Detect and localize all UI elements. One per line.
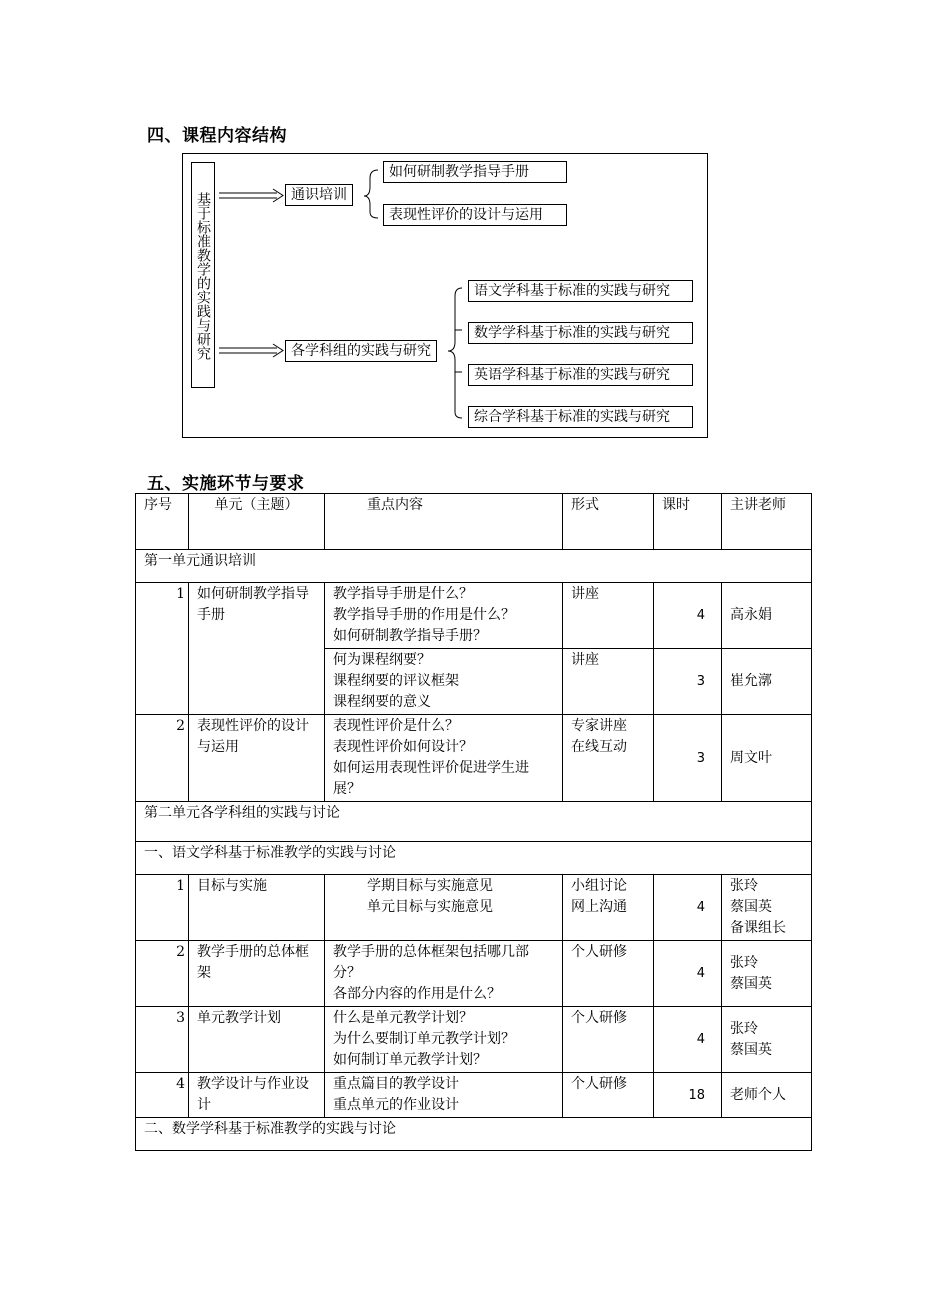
row-unit: 单元教学计划: [189, 1007, 325, 1073]
row-teacher: 崔允漷: [722, 649, 812, 715]
row-teacher: 张玲 蔡国英: [722, 1007, 812, 1073]
row-teacher: 张玲 蔡国英 备课组长: [722, 875, 812, 941]
table-row: [136, 1007, 812, 1073]
row-hours: 3: [654, 715, 722, 802]
bracket-subject-groups: [448, 288, 462, 418]
row-content: 什么是单元教学计划？ 为什么要制订单元教学计划？ 如何制订单元教学计划？: [325, 1007, 563, 1073]
leaf-math: 数学学科基于标准的实践与研究: [468, 322, 693, 344]
row-hours: 3: [654, 649, 722, 715]
row-no: 1: [136, 583, 189, 715]
row-content: 何为课程纲要？ 课程纲要的评议框架 课程纲要的意义: [325, 649, 563, 715]
row-content: 表现性评价是什么？ 表现性评价如何设计？ 如何运用表现性评价促进学生进展？: [325, 715, 563, 802]
unit2-title: 第二单元各学科组的实践与讨论: [136, 802, 812, 842]
bracket-general-training: [364, 170, 378, 218]
course-structure-diagram: [0, 0, 950, 450]
row-content: 重点篇目的教学设计 重点单元的作业设计: [325, 1073, 563, 1118]
row-form: 讲座: [563, 649, 654, 715]
row-form: 专家讲座 在线互动: [563, 715, 654, 802]
table-row: [136, 583, 812, 649]
table-header-row: [136, 494, 812, 550]
arrow-to-subject-groups: [219, 344, 283, 357]
branch-subject-groups: 各学科组的实践与研究: [285, 340, 437, 362]
row-form: 个人研修: [563, 941, 654, 1007]
row-no: 1: [136, 875, 189, 941]
leaf-english: 英语学科基于标准的实践与研究: [468, 364, 693, 386]
branch-general-training: 通识培训: [285, 184, 353, 206]
row-teacher: 老师个人: [722, 1073, 812, 1118]
row-form: 小组讨论 网上沟通: [563, 875, 654, 941]
row-form: 个人研修: [563, 1007, 654, 1073]
row-content: 教学指导手册是什么？ 教学指导手册的作用是什么？ 如何研制教学指导手册？: [325, 583, 563, 649]
header-unit: 单元（主题）: [189, 494, 325, 550]
row-hours: 4: [654, 875, 722, 941]
row-hours: 18: [654, 1073, 722, 1118]
row-content: 学期目标与实施意见 单元目标与实施意见: [325, 875, 563, 941]
row-unit: 教学手册的总体框架: [189, 941, 325, 1007]
row-no: 2: [136, 941, 189, 1007]
row-no: 3: [136, 1007, 189, 1073]
section-4-title: 四、课程内容结构: [147, 126, 287, 146]
section-5-title: 五、实施环节与要求: [147, 474, 305, 494]
row-teacher: 张玲 蔡国英: [722, 941, 812, 1007]
header-no: 序号: [136, 494, 189, 550]
row-no: 4: [136, 1073, 189, 1118]
leaf-performance-assessment: 表现性评价的设计与运用: [383, 204, 567, 226]
row-form: 讲座: [563, 583, 654, 649]
section-row: [136, 802, 812, 842]
row-hours: 4: [654, 583, 722, 649]
row-hours: 4: [654, 1007, 722, 1073]
leaf-integrated: 综合学科基于标准的实践与研究: [468, 406, 693, 428]
sub2-title: 二、数学学科基于标准教学的实践与讨论: [136, 1118, 812, 1151]
table-row: [136, 941, 812, 1007]
table-row: [136, 875, 812, 941]
row-unit: 表现性评价的设计与运用: [189, 715, 325, 802]
diagram-root-box: 基于标准教学的实践与研究: [191, 162, 215, 388]
sub1-title: 一、语文学科基于标准教学的实践与讨论: [136, 842, 812, 875]
header-form: 形式: [563, 494, 654, 550]
row-unit: 目标与实施: [189, 875, 325, 941]
row-unit: 如何研制教学指导手册: [189, 583, 325, 715]
row-content: 教学手册的总体框架包括哪几部分？ 各部分内容的作用是什么？: [325, 941, 563, 1007]
arrow-to-general-training: [219, 189, 283, 202]
section-row: [136, 550, 812, 583]
table-row: [136, 1073, 812, 1118]
row-form: 个人研修: [563, 1073, 654, 1118]
row-hours: 4: [654, 941, 722, 1007]
row-teacher: 高永娟: [722, 583, 812, 649]
section-row: [136, 842, 812, 875]
implementation-table: [135, 493, 812, 1151]
row-unit: 教学设计与作业设计: [189, 1073, 325, 1118]
header-hours: 课时: [654, 494, 722, 550]
leaf-chinese: 语文学科基于标准的实践与研究: [468, 280, 693, 302]
row-no: 2: [136, 715, 189, 802]
section-row: [136, 1118, 812, 1151]
row-teacher: 周文叶: [722, 715, 812, 802]
table-row: [136, 715, 812, 802]
unit1-title: 第一单元通识培训: [136, 550, 812, 583]
header-teacher: 主讲老师: [722, 494, 812, 550]
header-content: 重点内容: [325, 494, 563, 550]
leaf-teaching-handbook: 如何研制教学指导手册: [383, 161, 567, 183]
